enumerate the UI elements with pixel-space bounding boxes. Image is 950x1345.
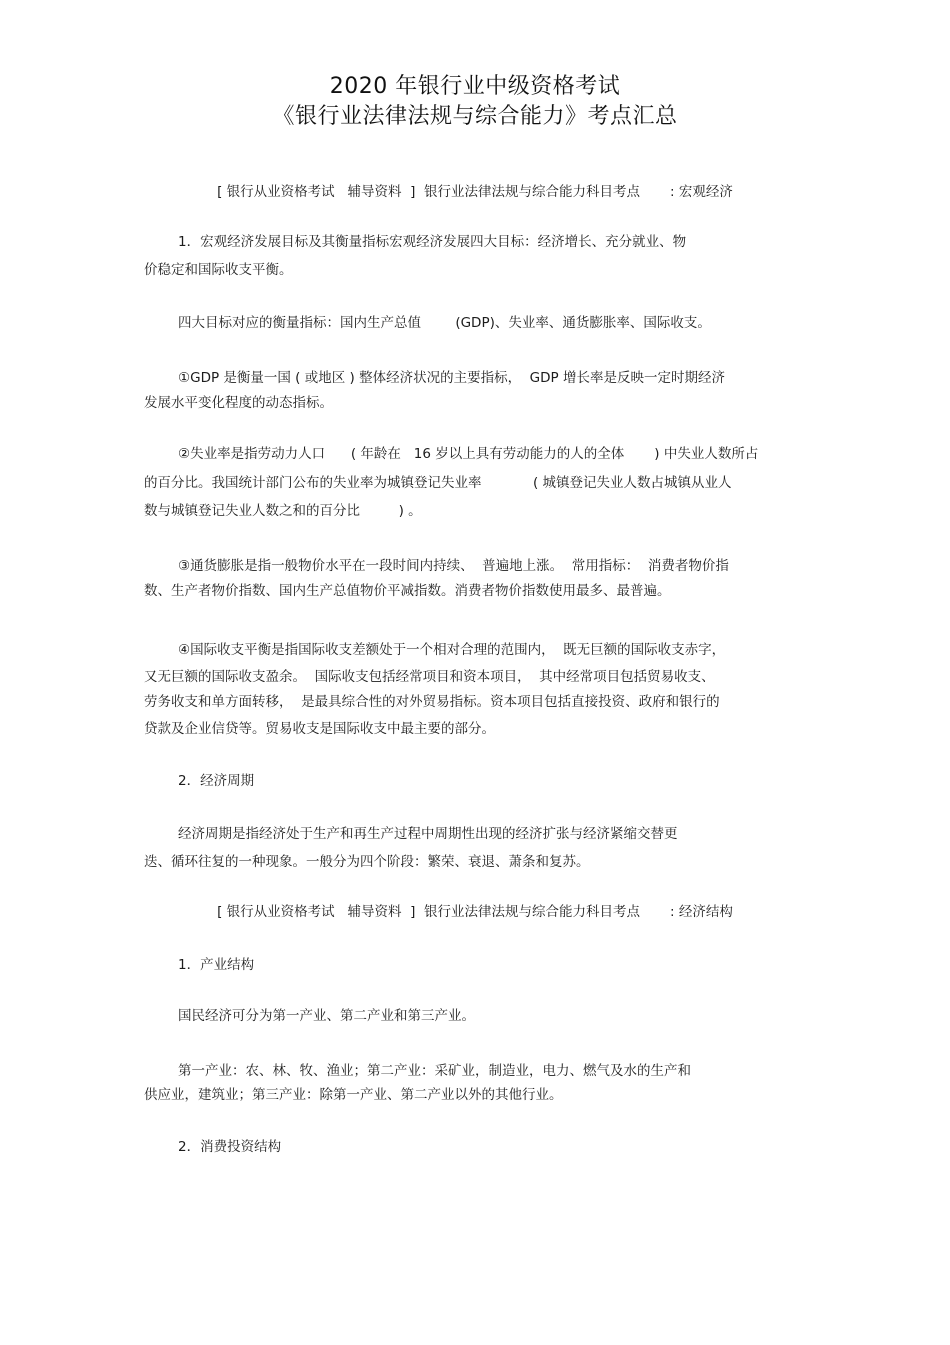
section-header-macro-economy: [ 银行从业资格考试 辅导资料 ] 银行业法律法规与综合能力科目考点 : 宏观经济 [217, 184, 733, 200]
paragraph-line: ③通货膨胀是指一般物价水平在一段时间内持续、 普遍地上涨。 常用指标： 消费者物价指 [178, 558, 729, 574]
paragraph-line: 的百分比。我国统计部门公布的失业率为城镇登记失业率 ( 城镇登记失业人数占城镇从业人 [144, 475, 732, 491]
paragraph-line: ④国际收支平衡是指国际收支差额处于一个相对合理的范围内， 既无巨额的国际收支赤字， [178, 642, 726, 658]
document-title-line-2: 《银行业法律法规与综合能力》考点汇总 [272, 104, 678, 129]
paragraph-line: ①GDP 是衡量一国 ( 或地区 ) 整体经济状况的主要指标， GDP 增长率是反映一定时期经济 [178, 370, 725, 386]
paragraph-line: 发展水平变化程度的动态指标。 [144, 395, 333, 411]
paragraph-line: 第一产业：农、林、牧、渔业；第二产业：采矿业，制造业，电力、燃气及水的生产和 [178, 1063, 691, 1079]
paragraph-line: 价稳定和国际收支平衡。 [144, 262, 293, 278]
paragraph-line: 数与城镇登记失业人数之和的百分比 ) 。 [144, 503, 422, 519]
section-heading: 2．经济周期 [178, 773, 255, 789]
paragraph-line: 经济周期是指经济处于生产和再生产过程中周期性出现的经济扩张与经济紧缩交替更 [178, 826, 678, 842]
paragraph-line: 贷款及企业信贷等。贸易收支是国际收支中最主要的部分。 [144, 721, 495, 737]
document-title-line-1: 2020 年银行业中级资格考试 [329, 74, 621, 99]
paragraph-line: ②失业率是指劳动力人口 ( 年龄在 16 岁以上具有劳动能力的人的全体 ) 中失业人数所占 [178, 446, 759, 462]
paragraph-line: 四大目标对应的衡量指标：国内生产总值 (GDP)、失业率、通货膨胀率、国际收支。 [178, 315, 711, 331]
section-heading: 1．产业结构 [178, 957, 255, 973]
paragraph-line: 供应业，建筑业；第三产业：除第一产业、第二产业以外的其他行业。 [144, 1087, 563, 1103]
paragraph-line: 数、生产者物价指数、国内生产总值物价平减指数。消费者物价指数使用最多、最普遍。 [144, 583, 671, 599]
paragraph-line: 国民经济可分为第一产业、第二产业和第三产业。 [178, 1008, 475, 1024]
section-header-economic-structure: [ 银行从业资格考试 辅导资料 ] 银行业法律法规与综合能力科目考点 : 经济结构 [217, 904, 733, 920]
section-heading: 2．消费投资结构 [178, 1139, 282, 1155]
paragraph-line: 又无巨额的国际收支盈余。 国际收支包括经常项目和资本项目， 其中经常项目包括贸易收支、 [144, 669, 715, 685]
paragraph-line: 迭、循环往复的一种现象。一般分为四个阶段：繁荣、衰退、萧条和复苏。 [144, 854, 590, 870]
paragraph-line: 1．宏观经济发展目标及其衡量指标宏观经济发展四大目标：经济增长、充分就业、物 [178, 234, 687, 250]
paragraph-line: 劳务收支和单方面转移， 是最具综合性的对外贸易指标。资本项目包括直接投资、政府和银行的 [144, 694, 720, 710]
